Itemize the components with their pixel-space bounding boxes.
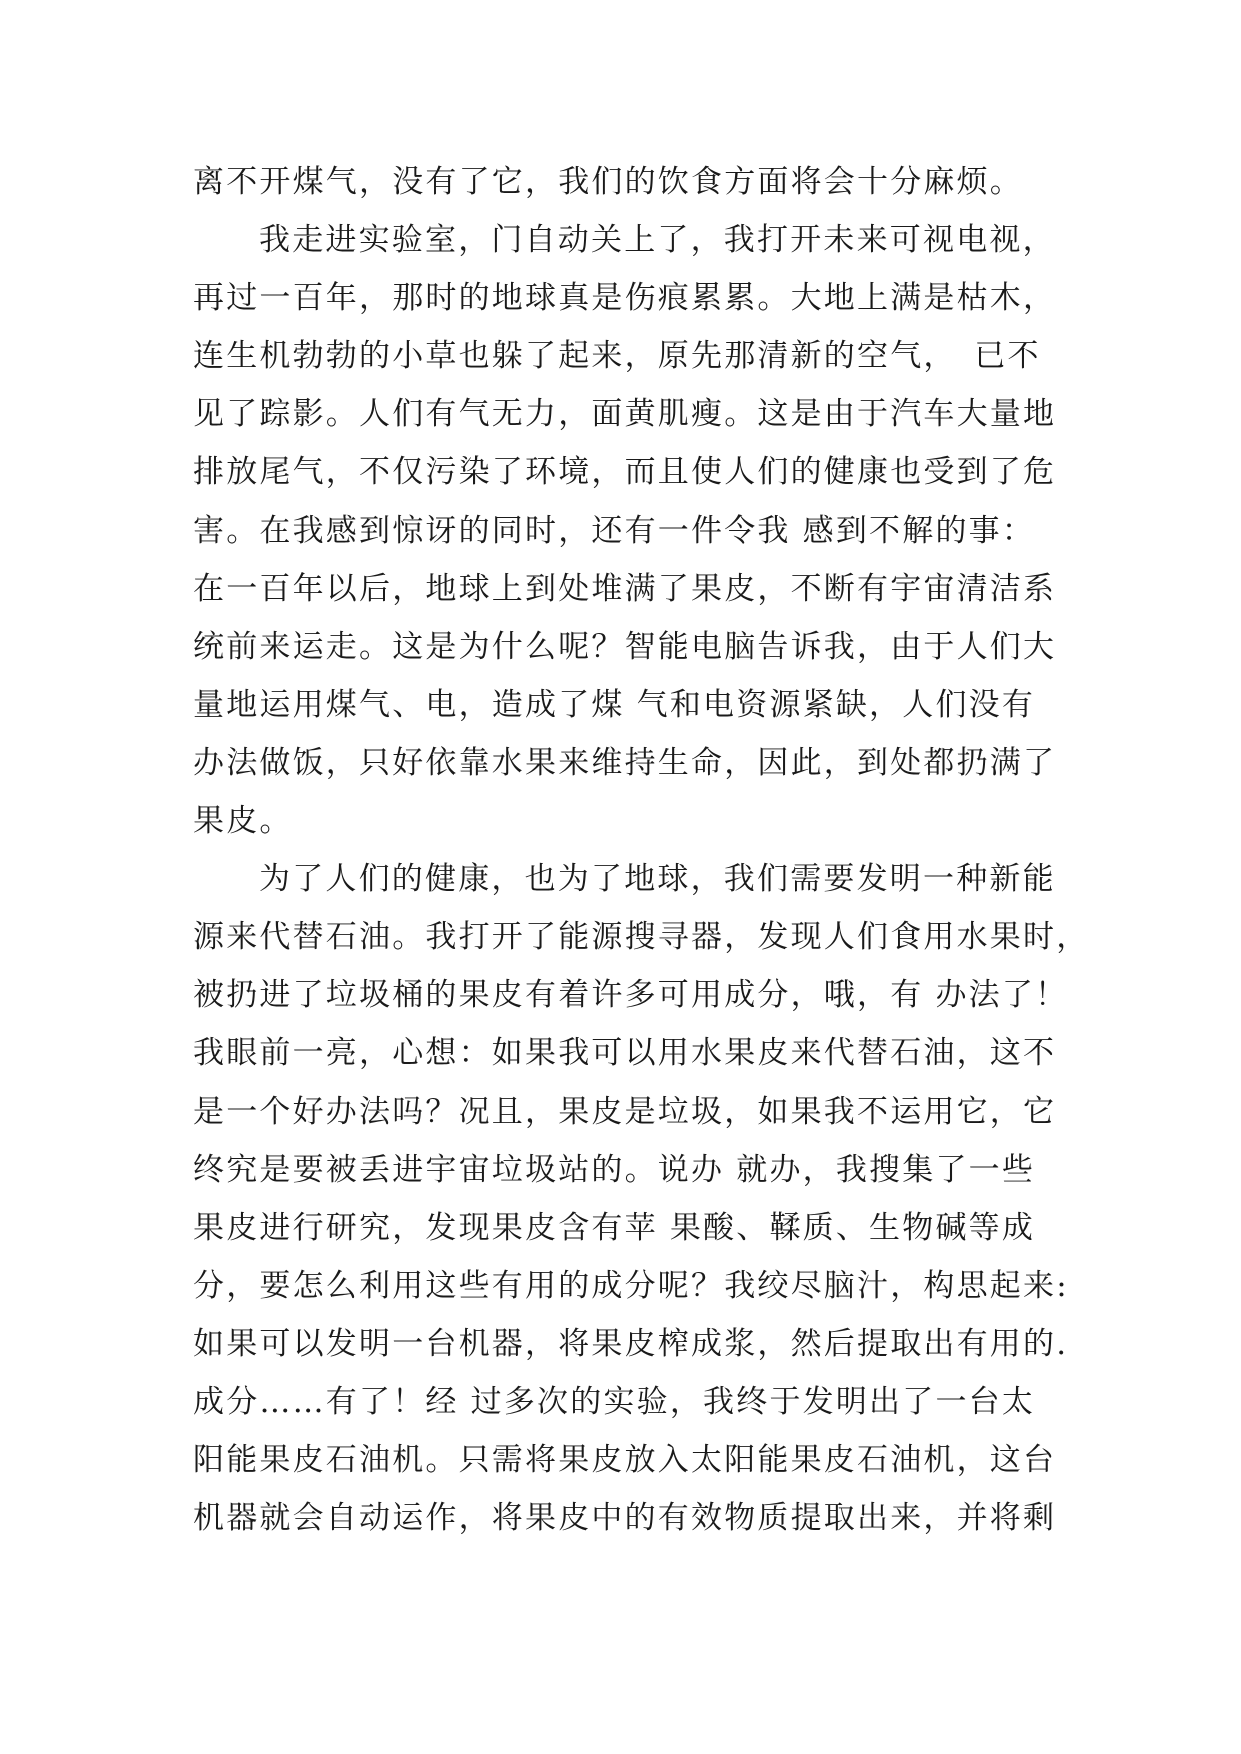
text-line: 办法做饭，只好依靠水果来维持生命，因此，到处都扔满了 <box>193 744 1057 781</box>
text-line: 排放尾气，不仅污染了环境，而且使人们的健康也受到了危 <box>193 454 1057 491</box>
text-line: 如果可以发明一台机器，将果皮榨成浆，然后提取出有用的. <box>193 1325 1069 1362</box>
text-line: 在一百年以后，地球上到处堆满了果皮，不断有宇宙清洁系 <box>193 570 1057 607</box>
text-line: 连生机勃勃的小草也躲了起来，原先那清新的空气， 已不 <box>193 338 1041 375</box>
text-line: 成分……有了！经 过多次的实验，我终于发明出了一台太 <box>193 1383 1036 1420</box>
text-line: 分，要怎么利用这些有用的成分呢？我绞尽脑汁，构思起来: <box>193 1267 1069 1304</box>
text-line: 果皮进行研究，发现果皮含有苹 果酸、鞣质、生物碱等成 <box>193 1209 1036 1246</box>
text-line: 再过一百年，那时的地球真是伤痕累累。大地上满是枯木， <box>193 280 1057 317</box>
text-line: 果皮。 <box>193 803 293 840</box>
text-line: 量地运用煤气、电，造成了煤 气和电资源紧缺，人们没有 <box>193 686 1036 723</box>
text-line: 统前来运走。这是为什么呢？智能电脑告诉我，由于人们大 <box>193 628 1057 665</box>
text-line: 害。在我感到惊讶的同时，还有一件令我 感到不解的事： <box>193 512 1036 549</box>
text-line: 终究是要被丢进宇宙垃圾站的。说办 就办，我搜集了一些 <box>193 1151 1036 1188</box>
text-line: 机器就会自动运作，将果皮中的有效物质提取出来，并将剩 <box>193 1500 1057 1537</box>
text-line: 阳能果皮石油机。只需将果皮放入太阳能果皮石油机，这台 <box>193 1442 1057 1479</box>
text-line: 我眼前一亮，心想：如果我可以用水果皮来代替石油，这不 <box>193 1035 1057 1072</box>
text-line: 为了人们的健康，也为了地球，我们需要发明一种新能 <box>259 861 1056 898</box>
text-line: 是一个好办法吗？况且，果皮是垃圾，如果我不运用它，它 <box>193 1093 1057 1130</box>
text-line: 源来代替石油。我打开了能源搜寻器，发现人们食用水果时， <box>193 919 1090 956</box>
text-line: 离不开煤气，没有了它，我们的饮食方面将会十分麻烦。 <box>193 164 1023 200</box>
text-line: 我走进实验室，门自动关上了，我打开未来可视电视， <box>259 222 1056 259</box>
text-line: 被扔进了垃圾桶的果皮有着许多可用成分，哦，有 办法了！ <box>193 977 1069 1014</box>
body-text <box>193 153 1093 1547</box>
text-line: 见了踪影。人们有气无力，面黄肌瘦。这是由于汽车大量地 <box>193 396 1057 433</box>
